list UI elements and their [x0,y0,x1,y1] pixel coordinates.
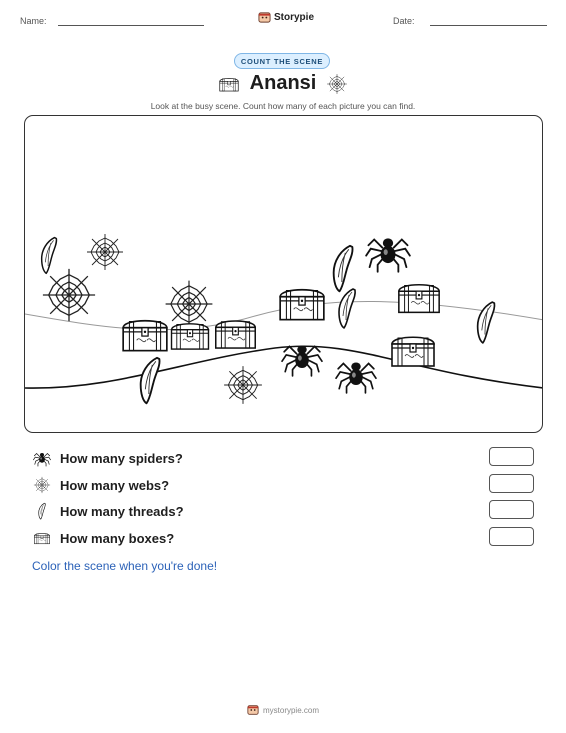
scene-spider-icon [336,362,376,392]
scene-box-icon [172,324,209,349]
box-icon [33,529,51,547]
storypie-logo-icon [258,11,271,24]
question-text: How many webs? [60,477,170,493]
name-label: Name: [20,16,47,26]
scene-box-icon [392,337,434,366]
date-line[interactable] [430,25,547,26]
count-scene [24,115,543,433]
brand-logo [258,11,314,24]
scene-web-icon [43,269,95,321]
instructions: Look at the busy scene. Count how many of each picture you can find. [150,101,416,111]
scene-illustration [25,116,543,433]
web-icon [33,476,51,494]
answer-box-threads[interactable] [489,500,534,519]
scene-thread-icon [42,238,57,274]
scene-spider-icon [282,345,322,375]
question-text: How many spiders? [60,450,183,466]
footer [0,704,566,716]
question-row-threads [33,501,184,521]
question-row-webs [33,475,169,495]
answer-box-webs[interactable] [489,474,534,493]
scene-web-icon [87,234,123,270]
closing-instruction: Color the scene when you're done! [32,559,218,573]
question-text: How many threads? [60,503,184,519]
scene-web-icon [224,366,262,404]
scene-spider-icon [366,238,410,271]
scene-box-icon [123,321,167,351]
thread-icon [33,502,51,520]
scene-box-icon [399,285,439,313]
answer-box-boxes[interactable] [489,527,534,546]
brand-name: Storypie [274,12,315,23]
page-title: Anansi [249,72,317,94]
name-line[interactable] [58,25,204,26]
title-row [0,72,566,95]
question-row-spiders [33,448,183,468]
box-icon [218,75,240,93]
web-icon [326,73,348,95]
scene-thread-icon [339,289,355,328]
scene-box-icon [216,321,255,348]
scene-web-icon [166,281,213,328]
date-label: Date: [393,16,415,26]
scene-thread-icon [141,358,160,404]
spider-icon [33,449,51,467]
scene-thread-icon [478,302,495,343]
activity-badge: COUNT THE SCENE [234,53,330,69]
question-text: How many boxes? [60,530,175,546]
question-row-boxes [33,528,174,548]
scene-thread-icon [334,246,353,292]
answer-box-spiders[interactable] [489,447,534,466]
footer-site: mystorypie.com [262,705,319,715]
storypie-logo-icon [247,704,259,716]
scene-box-icon [280,290,324,320]
